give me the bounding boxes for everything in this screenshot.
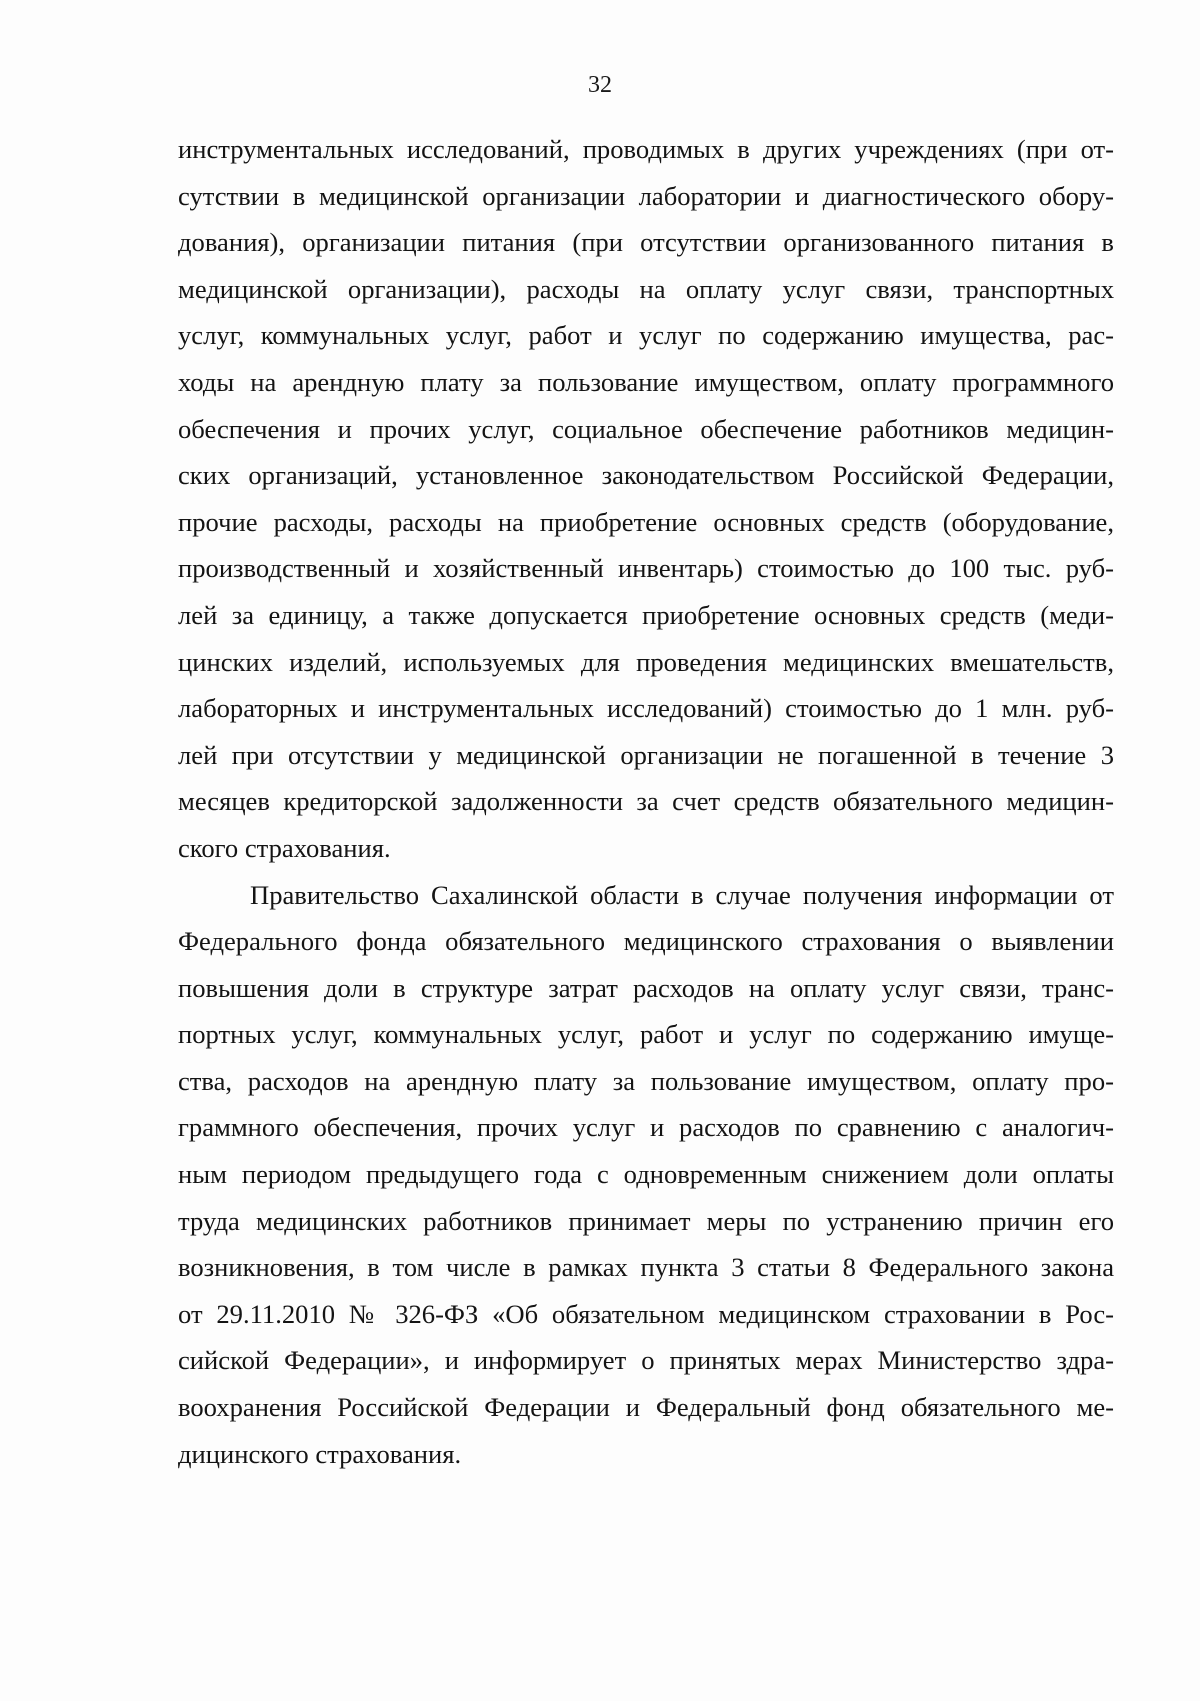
text-line: дицинского страхования. [178,1438,462,1469]
text-line: производственный и хозяйственный инвентарь) стоимостью до 100 тыс. руб- [178,553,1114,584]
text-line: лей при отсутствии у медицинской организации не погашенной в течение 3 [178,739,1114,770]
text-line: лей за единицу, а также допускается приобретение основных средств (меди- [178,599,1114,630]
text-line: воохранения Российской Федерации и Федеральный фонд обязательного ме- [178,1392,1114,1423]
text-line: возникновения, в том числе в рамках пункта 3 статьи 8 Федерального закона [178,1252,1114,1283]
text-line: лабораторных и инструментальных исследований) стоимостью до 1 млн. руб- [178,693,1114,724]
text-line: Федерального фонда обязательного медицинского страхования о выявлении [178,926,1114,957]
text-line: цинских изделий, используемых для проведения медицинских вмешательств, [178,646,1114,677]
text-line: медицинской организации), расходы на оплату услуг связи, транспортных [178,273,1114,304]
text-line: повышения доли в структуре затрат расходов на оплату услуг связи, транс- [178,972,1114,1003]
text-line: ского страхования. [178,832,391,863]
page-number: 32 [588,72,612,98]
text-line: Правительство Сахалинской области в случае получения информации от [250,879,1114,910]
text-line: портных услуг, коммунальных услуг, работ и услуг по содержанию имуще- [178,1019,1114,1050]
text-line: сийской Федерации», и информирует о принятых мерах Министерство здра- [178,1345,1114,1376]
text-line: обеспечения и прочих услуг, социальное обеспечение работников медицин- [178,413,1114,444]
text-line: дования), организации питания (при отсутствии организованного питания в [178,227,1114,258]
text-line: инструментальных исследований, проводимых в других учреждениях (при от- [178,134,1114,164]
text-line: ских организаций, установленное законодательством Российской Федерации, [178,460,1114,491]
paragraph-1 [178,126,1114,872]
document-body [178,126,1114,1477]
text-line: от 29.11.2010 № 326-ФЗ «Об обязательном медицинском страховании в Рос- [178,1298,1114,1329]
text-line: прочие расходы, расходы на приобретение основных средств (оборудование, [178,506,1114,537]
text-line: сутствии в медицинской организации лаборатории и диагностического обору- [178,180,1114,211]
text-line: ходы на арендную плату за пользование имуществом, оплату программного [178,366,1114,397]
text-line: ным периодом предыдущего года с одновременным снижением доли оплаты [178,1159,1114,1190]
text-line: услуг, коммунальных услуг, работ и услуг по содержанию имущества, рас- [178,320,1114,351]
text-line: граммного обеспечения, прочих услуг и расходов по сравнению с аналогич- [178,1112,1114,1143]
text-line: месяцев кредиторской задолженности за счет средств обязательного медицин- [178,786,1114,817]
text-line: ства, расходов на арендную плату за пользование имуществом, оплату про- [178,1065,1114,1096]
text-line: труда медицинских работников принимает меры по устранению причин его [178,1205,1114,1236]
paragraph-2 [178,872,1114,1478]
